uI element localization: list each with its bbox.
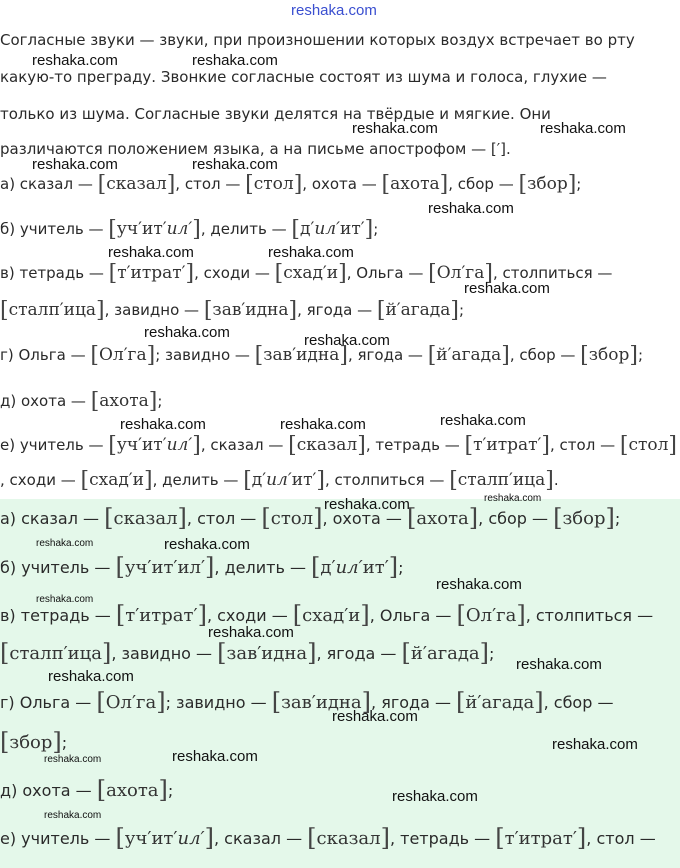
intro-line-2: какую-то преграду. Звонкие согласные состоят из шума и голоса, глухие — <box>0 68 607 86</box>
intro-line-3: только из шума. Согласные звуки делятся на твёрдые и мягкие. Они <box>0 105 551 123</box>
row-a: а) сказал — [сказал], стол — [стол], охота — [ахота], сбор — [збор]; <box>0 172 582 197</box>
watermark-small[interactable]: reshaka.com <box>36 538 94 549</box>
answer-row-c-1: в) тетрадь — [т′итрат′], сходи — [схад′и], Ольга — [Ол′га], столпиться — <box>0 601 654 629</box>
answer-row-f-1: е) учитель — [уч′ит′ил′], сказал — [сказал], тетрадь — [т′итрат′], стол — <box>0 824 656 852</box>
watermark-small[interactable]: reshaka.com <box>484 493 542 504</box>
row-d: г) Ольга — [Ол′га]; завидно — [зав′идна], ягода — [й′агада], сбор — [збор]; <box>0 343 644 368</box>
watermark[interactable]: reshaka.com <box>464 280 550 297</box>
answer-row-c-2: [сталп′ица], завидно — [зав′идна], ягода — [й′агада]; <box>0 639 495 667</box>
watermark[interactable]: reshaka.com <box>516 656 602 673</box>
watermark-small[interactable]: reshaka.com <box>36 594 94 605</box>
answer-row-d-1: г) Ольга — [Ол′га]; завидно — [зав′идна], ягода — [й′агада], сбор — <box>0 688 614 716</box>
watermark[interactable]: reshaka.com <box>192 52 278 69</box>
watermark[interactable]: reshaka.com <box>108 244 194 261</box>
watermark-top[interactable]: reshaka.com <box>291 2 377 19</box>
watermark[interactable]: reshaka.com <box>440 412 526 429</box>
row-f-1: е) учитель — [уч′ит′ил′], сказал — [сказал], тетрадь — [т′итрат′], стол — [стол] <box>0 433 677 458</box>
watermark[interactable]: reshaka.com <box>32 52 118 69</box>
row-e: д) охота — [ахота]; <box>0 389 163 414</box>
watermark[interactable]: reshaka.com <box>48 668 134 685</box>
row-b: б) учитель — [уч′ит′ил′], делить — [д′ил′ит′]; <box>0 217 379 242</box>
watermark[interactable]: reshaka.com <box>192 156 278 173</box>
intro-line-1: Согласные звуки — звуки, при произношении которых воздух встречает во рту <box>0 31 635 49</box>
watermark[interactable]: reshaka.com <box>208 624 294 641</box>
watermark[interactable]: reshaka.com <box>164 536 250 553</box>
answer-row-e: д) охота — [ахота]; <box>0 776 174 804</box>
watermark[interactable]: reshaka.com <box>280 416 366 433</box>
watermark[interactable]: reshaka.com <box>144 324 230 341</box>
watermark[interactable]: reshaka.com <box>352 120 438 137</box>
watermark[interactable]: reshaka.com <box>552 736 638 753</box>
watermark[interactable]: reshaka.com <box>172 748 258 765</box>
watermark-small[interactable]: reshaka.com <box>44 810 102 821</box>
answer-row-d-2: [збор]; <box>0 728 68 756</box>
watermark[interactable]: reshaka.com <box>304 332 390 349</box>
watermark[interactable]: reshaka.com <box>324 496 410 513</box>
watermark-small[interactable]: reshaka.com <box>44 754 102 765</box>
watermark[interactable]: reshaka.com <box>32 156 118 173</box>
watermark[interactable]: reshaka.com <box>428 200 514 217</box>
intro-line-4: различаются положением языка, а на письме апострофом — [′]. <box>0 140 511 158</box>
watermark[interactable]: reshaka.com <box>268 244 354 261</box>
row-c-2: [сталп′ица], завидно — [зав′идна], ягода — [й′агада]; <box>0 298 465 323</box>
watermark[interactable]: reshaka.com <box>540 120 626 137</box>
watermark[interactable]: reshaka.com <box>120 416 206 433</box>
row-c-1: в) тетрадь — [т′итрат′], сходи — [схад′и], Ольга — [Ол′га], столпиться — <box>0 261 613 286</box>
watermark[interactable]: reshaka.com <box>436 576 522 593</box>
row-f-2: , сходи — [схад′и], делить — [д′ил′ит′], столпиться — [сталп′ица]. <box>0 468 559 493</box>
watermark[interactable]: reshaka.com <box>392 788 478 805</box>
answer-row-a: а) сказал — [сказал], стол — [стол], охота — [ахота], сбор — [збор]; <box>0 504 621 532</box>
watermark[interactable]: reshaka.com <box>332 708 418 725</box>
answer-row-b: б) учитель — [уч′ит′ил′], делить — [д′ил′ит′]; <box>0 553 404 581</box>
